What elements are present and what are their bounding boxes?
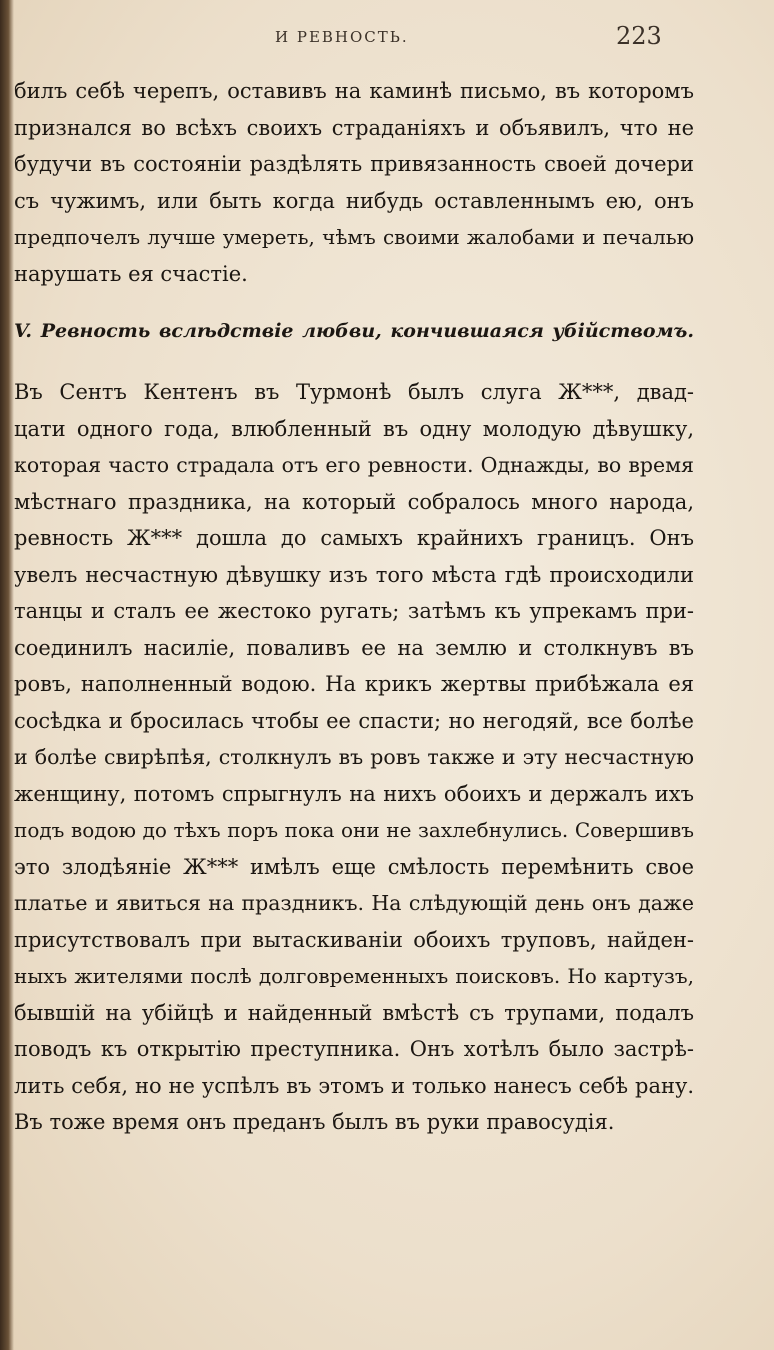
text-line: и болѣе свирѣпѣя, столкнулъ въ ровъ также и эту несчастную xyxy=(14,745,694,769)
text-line: ныхъ жителями послѣ долговременныхъ поисковъ. Но картузъ, xyxy=(14,964,694,988)
running-title: И РЕВНОСТЬ. xyxy=(275,28,409,46)
text-line: нарушать ея счастіе. xyxy=(14,261,248,286)
text-line: признался во всѣхъ своихъ страданіяхъ и объявилъ, что не xyxy=(14,115,694,140)
text-line: танцы и сталъ ее жестоко ругать; затѣмъ къ упрекамъ при- xyxy=(14,599,694,623)
section-heading: V. Ревность вслѣдствіе любви, кончившаяся убійствомъ. xyxy=(14,320,694,342)
text-line: соединилъ насиліе, поваливъ ее на землю и столкнувъ въ xyxy=(14,635,694,660)
page-header xyxy=(0,22,774,56)
text-line: подъ водою до тѣхъ поръ пока они не захлебнулись. Совершивъ xyxy=(14,818,694,842)
text-line: билъ себѣ черепъ, оставивъ на каминѣ письмо, въ которомъ xyxy=(14,79,694,103)
text-line: съ чужимъ, или быть когда нибудь оставленнымъ ею, онъ xyxy=(14,188,694,213)
main-paragraph xyxy=(14,374,694,1141)
text-line: предпочелъ лучше умереть, чѣмъ своими жалобами и печалью xyxy=(14,225,694,249)
text-line: которая часто страдала отъ его ревности. Однажды, во время xyxy=(14,453,694,477)
text-line: цати одного года, влюбленный въ одну молодую дѣвушку, xyxy=(14,416,694,441)
continued-paragraph xyxy=(14,73,694,292)
text-line: Въ Сентъ Кентенъ въ Турмонѣ былъ слуга Ж***, двад- xyxy=(14,380,694,404)
text-line: ровъ, наполненный водою. На крикъ жертвы прибѣжала ея xyxy=(14,672,694,696)
text-line: поводъ къ открытію преступника. Онъ хотѣлъ было застрѣ- xyxy=(14,1037,694,1061)
text-line: будучи въ состояніи раздѣлять привязанность своей дочери xyxy=(14,152,694,176)
text-line: мѣстнаго праздника, на который собралось много народа, xyxy=(14,489,694,514)
text-line: бывшій на убійцѣ и найденный вмѣстѣ съ трупами, подалъ xyxy=(14,1000,694,1025)
text-line: присутствовалъ при вытаскиваніи обоихъ труповъ, найден- xyxy=(14,927,694,952)
text-line: это злодѣяніе Ж*** имѣлъ еще смѣлость перемѣнить свое xyxy=(14,854,694,879)
text-line: платье и явиться на праздникъ. На слѣдующій день онъ даже xyxy=(14,891,694,915)
page-number: 223 xyxy=(616,22,662,50)
text-line: увелъ несчастную дѣвушку изъ того мѣста гдѣ происходили xyxy=(14,562,694,587)
text-line: сосѣдка и бросилась чтобы ее спасти; но негодяй, все болѣе xyxy=(14,708,694,733)
book-spine-shadow xyxy=(0,0,14,1350)
text-line: ревность Ж*** дошла до самыхъ крайнихъ границъ. Онъ xyxy=(14,526,694,550)
text-line: лить себя, но не успѣлъ въ этомъ и только нанесъ себѣ рану. xyxy=(14,1073,694,1098)
text-line: женщину, потомъ спрыгнулъ на нихъ обоихъ и держалъ ихъ xyxy=(14,781,694,806)
text-line: Въ тоже время онъ преданъ былъ въ руки правосудія. xyxy=(14,1110,615,1134)
